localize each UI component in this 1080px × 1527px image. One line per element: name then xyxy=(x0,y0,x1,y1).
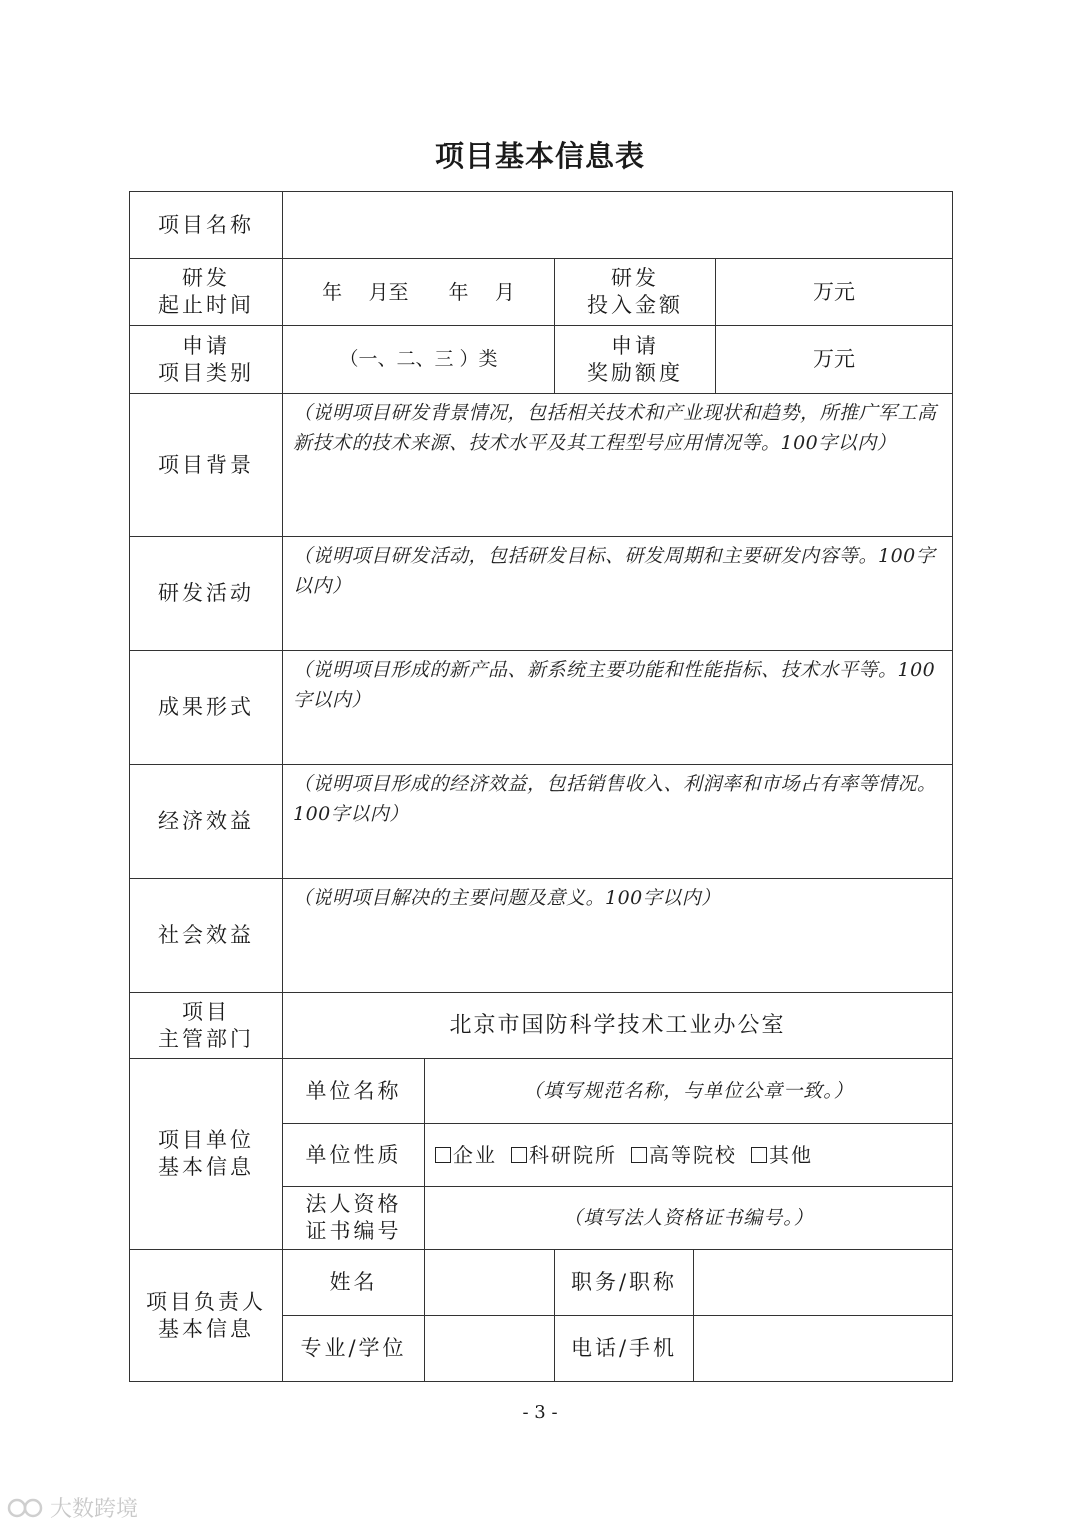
dept-value: 北京市国防科学技术工业办公室 xyxy=(282,992,953,1059)
category-label: 申请 项目类别 xyxy=(129,325,283,394)
option-enterprise[interactable]: 企业 xyxy=(435,1142,497,1169)
reward-field[interactable]: 万元 xyxy=(715,325,953,394)
option-university[interactable]: 高等院校 xyxy=(631,1142,737,1169)
background-field[interactable]: （说明项目研发背景情况，包括相关技术和产业现状和趋势，所推广军工高新技术的技术来源、技术水平及其工程型号应用情况等。100字以内） xyxy=(282,393,953,537)
rd-invest-label: 研发 投入金额 xyxy=(554,258,716,326)
unit-name-label: 单位名称 xyxy=(282,1058,425,1124)
form-title: 项目基本信息表 xyxy=(434,139,645,173)
license-label: 法人资格 证书编号 xyxy=(282,1186,425,1250)
activity-label: 研发活动 xyxy=(129,536,283,651)
license-field[interactable]: （填写法人资格证书编号。） xyxy=(424,1186,953,1250)
page-number: - 3 - xyxy=(522,1402,558,1423)
watermark-logo-icon xyxy=(6,1497,46,1519)
checkbox-icon[interactable] xyxy=(751,1147,767,1163)
leader-major-label: 专业/学位 xyxy=(282,1315,425,1382)
leader-title-input[interactable] xyxy=(693,1249,953,1316)
watermark xyxy=(6,1492,138,1523)
checkbox-icon[interactable] xyxy=(631,1147,647,1163)
leader-name-input[interactable] xyxy=(424,1249,555,1316)
option-other[interactable]: 其他 xyxy=(751,1142,813,1169)
category-field[interactable]: （一、二、三 ）类 xyxy=(282,325,555,394)
unit-name-field[interactable]: （填写规范名称，与单位公章一致。） xyxy=(424,1058,953,1124)
rd-time-field[interactable]: 年 月至 年 月 xyxy=(282,258,555,326)
dept-label: 项目 主管部门 xyxy=(129,992,283,1059)
project-name-label: 项目名称 xyxy=(129,191,283,259)
leader-info-label: 项目负责人 基本信息 xyxy=(129,1249,283,1382)
leader-phone-input[interactable] xyxy=(693,1315,953,1382)
checkbox-icon[interactable] xyxy=(511,1147,527,1163)
social-label: 社会效益 xyxy=(129,878,283,993)
unit-nature-label: 单位性质 xyxy=(282,1123,425,1187)
leader-major-input[interactable] xyxy=(424,1315,555,1382)
rd-invest-field[interactable]: 万元 xyxy=(715,258,953,326)
activity-field[interactable]: （说明项目研发活动，包括研发目标、研发周期和主要研发内容等。100字以内） xyxy=(282,536,953,651)
economic-field[interactable]: （说明项目形成的经济效益，包括销售收入、利润率和市场占有率等情况。100字以内） xyxy=(282,764,953,879)
background-label: 项目背景 xyxy=(129,393,283,537)
checkbox-icon[interactable] xyxy=(435,1147,451,1163)
economic-label: 经济效益 xyxy=(129,764,283,879)
leader-name-label: 姓名 xyxy=(282,1249,425,1316)
option-research-institute[interactable]: 科研院所 xyxy=(511,1142,617,1169)
unit-nature-options xyxy=(424,1123,953,1187)
leader-title-label: 职务/职称 xyxy=(554,1249,694,1316)
result-label: 成果形式 xyxy=(129,650,283,765)
social-field[interactable]: （说明项目解决的主要问题及意义。100字以内） xyxy=(282,878,953,993)
leader-phone-label: 电话/手机 xyxy=(554,1315,694,1382)
unit-info-label: 项目单位 基本信息 xyxy=(129,1058,283,1250)
result-field[interactable]: （说明项目形成的新产品、新系统主要功能和性能指标、技术水平等。100字以内） xyxy=(282,650,953,765)
watermark-text: 大数跨境 xyxy=(50,1497,139,1522)
project-name-input[interactable] xyxy=(282,191,953,259)
reward-label: 申请 奖励额度 xyxy=(554,325,716,394)
rd-time-label: 研发 起止时间 xyxy=(129,258,283,326)
